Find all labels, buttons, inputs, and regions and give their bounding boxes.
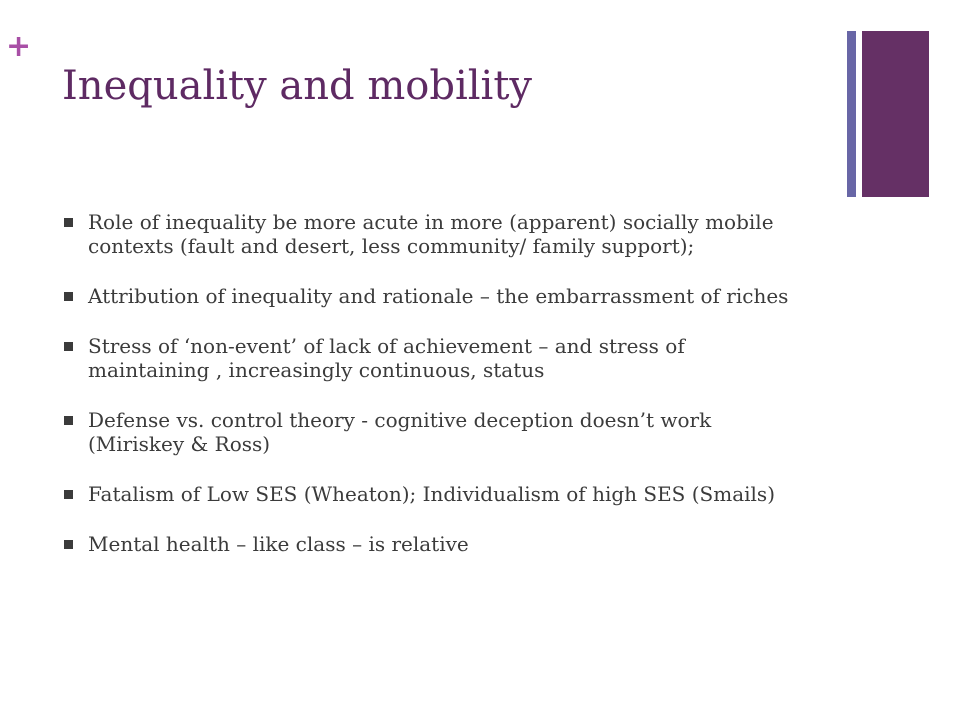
bullet-item bbox=[64, 210, 804, 258]
bullet-item bbox=[64, 334, 804, 382]
bullet-text: Fatalism of Low SES (Wheaton); Individualism of high SES (Smails) bbox=[88, 482, 775, 506]
bullet-text: Attribution of inequality and rationale – the embarrassment of riches bbox=[88, 284, 789, 308]
bullet-item bbox=[64, 482, 804, 506]
square-bullet-icon bbox=[64, 218, 73, 227]
bullet-text: Defense vs. control theory - cognitive deception doesn’t work (Miriskey & Ross) bbox=[88, 408, 712, 456]
bullet-item bbox=[64, 284, 804, 308]
bullet-text: Mental health – like class – is relative bbox=[88, 532, 469, 556]
square-bullet-icon bbox=[64, 292, 73, 301]
plus-decoration: + bbox=[6, 29, 32, 64]
bullet-item bbox=[64, 408, 804, 456]
square-bullet-icon bbox=[64, 416, 73, 425]
bullet-item bbox=[64, 532, 804, 556]
square-bullet-icon bbox=[64, 342, 73, 351]
slide-title: Inequality and mobility bbox=[62, 63, 533, 109]
bullet-text: Role of inequality be more acute in more (apparent) socially mobile contexts (fault and desert, less community/ family support); bbox=[88, 210, 774, 258]
decorative-bar-thin bbox=[847, 31, 856, 197]
square-bullet-icon bbox=[64, 540, 73, 549]
bullet-list bbox=[64, 210, 804, 582]
bullet-text: Stress of ‘non-event’ of lack of achievement – and stress of maintaining , increasingly continuous, status bbox=[88, 334, 685, 382]
decorative-bar-thick bbox=[862, 31, 929, 197]
square-bullet-icon bbox=[64, 490, 73, 499]
